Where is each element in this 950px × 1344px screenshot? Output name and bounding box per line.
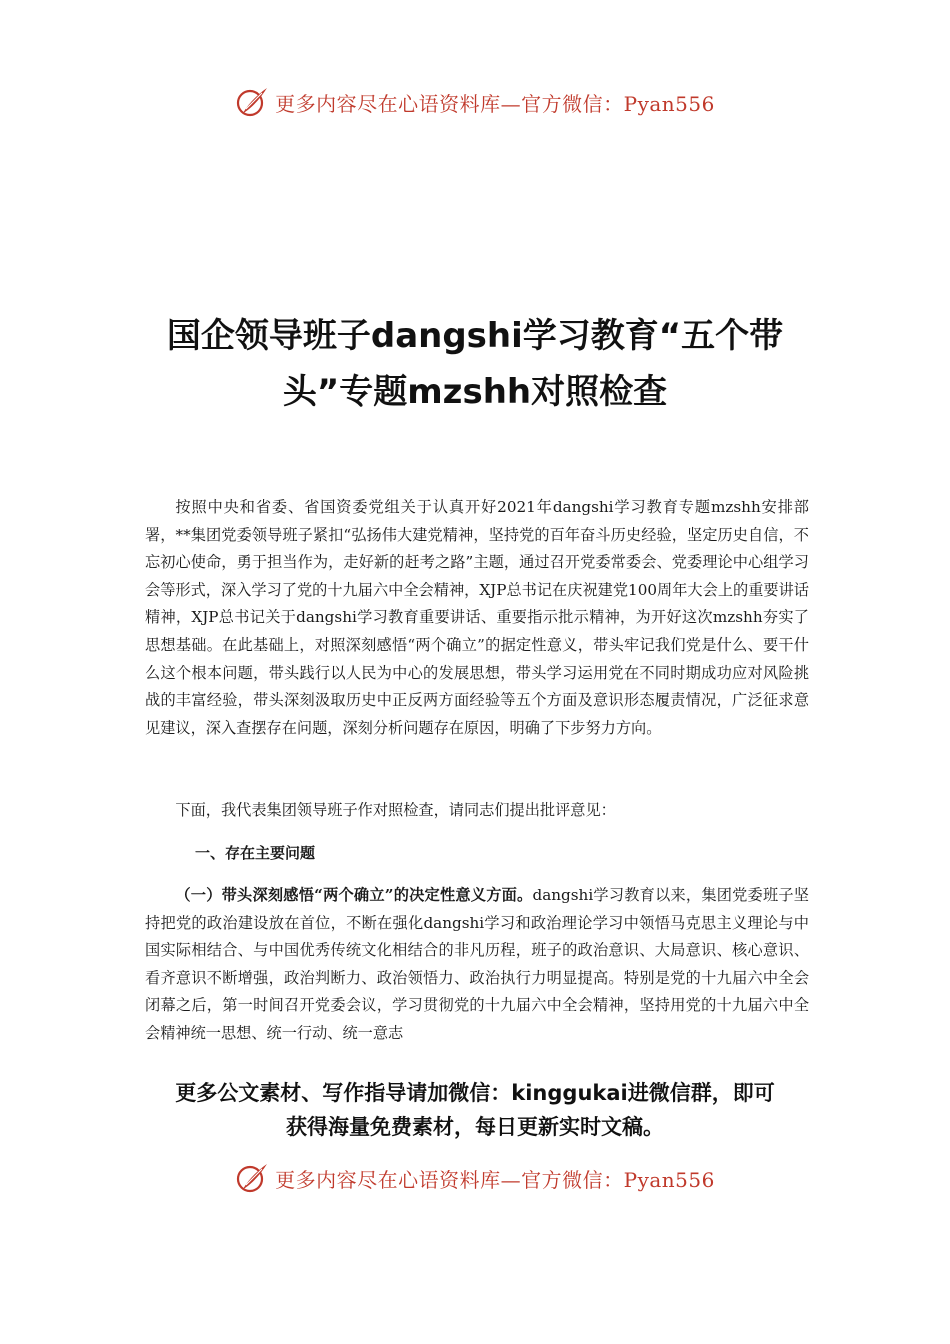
banner-text: 更多内容尽在心语资料库—官方微信：Pyan556 bbox=[275, 1167, 715, 1192]
section-paragraph bbox=[145, 882, 809, 1050]
section-paragraph-lead: （一）带头深刻感悟“两个确立”的决定性意义方面。 bbox=[175, 886, 533, 904]
document-title bbox=[120, 308, 830, 420]
ad-line-1: 更多公文素材、写作指导请加微信：kinggukai进微信群，即可 bbox=[175, 1081, 775, 1105]
feather-pen-logo-icon bbox=[235, 1161, 269, 1195]
title-line-1: 国企领导班子dangshi学习教育“五个带 bbox=[166, 316, 784, 356]
bottom-banner bbox=[0, 1158, 950, 1198]
transition-paragraph: 下面，我代表集团领导班子作对照检查，请同志们提出批评意见： bbox=[175, 801, 616, 819]
feather-pen-logo-icon bbox=[235, 85, 269, 119]
top-banner bbox=[0, 82, 950, 122]
section-paragraph-body: dangshi学习教育以来，集团党委班子坚持把党的政治建设放在首位，不断在强化dangshi学习和政治理论学习中领悟马克思主义理论与中国实际相结合、与中国优秀传统文化相结合的非凡历程，班子的政治意识、大局意识、核心意识、看齐意识不断增强，政治判断力、政治领悟力、政治执行力明显提高。特别是党的十九届六中全会闭幕之后，第一时间召开党委会议，学习贯彻党的十九届六中全会精神，坚持用党的十九届六中全会精神统一思想、统一行动、统一意志 bbox=[145, 886, 809, 1042]
banner-text: 更多内容尽在心语资料库—官方微信：Pyan556 bbox=[275, 91, 715, 116]
title-line-2: 头”专题mzshh对照检查 bbox=[282, 372, 668, 412]
wechat-ad bbox=[120, 1076, 830, 1144]
intro-paragraph: 按照中央和省委、省国资委党组关于认真开好2021年dangshi学习教育专题mzshh安排部署，**集团党委领导班子紧扣“弘扬伟大建党精神，坚持党的百年奋斗历史经验，坚定历史自信，不忘初心使命，勇于担当作为，走好新的赶考之路”主题，通过召开党委常委会、党委理论中心组学习会等形式，深入学习了党的十九届六中全会精神，XJP总书记在庆祝建党100周年大会上的重要讲话精神，XJP总书记关于dangshi学习教育重要讲话、重要指示批示精神，为开好这次mzshh夯实了思想基础。在此基础上，对照深刻感悟“两个确立”的据定性意义，带头牢记我们党是什么、要干什么这个根本问题，带头践行以人民为中心的发展思想，带头学习运用党在不同时期成功应对风险挑战的丰富经验，带头深刻汲取历史中正反两方面经验等五个方面及意识形态履责情况，广泛征求意见建议，深入查摆存在问题，深刻分析问题存在原因，明确了下步努力方向。 bbox=[145, 498, 809, 737]
section-heading: 一、存在主要问题 bbox=[195, 844, 316, 862]
ad-line-2: 获得海量免费素材，每日更新实时文稿。 bbox=[286, 1115, 664, 1139]
